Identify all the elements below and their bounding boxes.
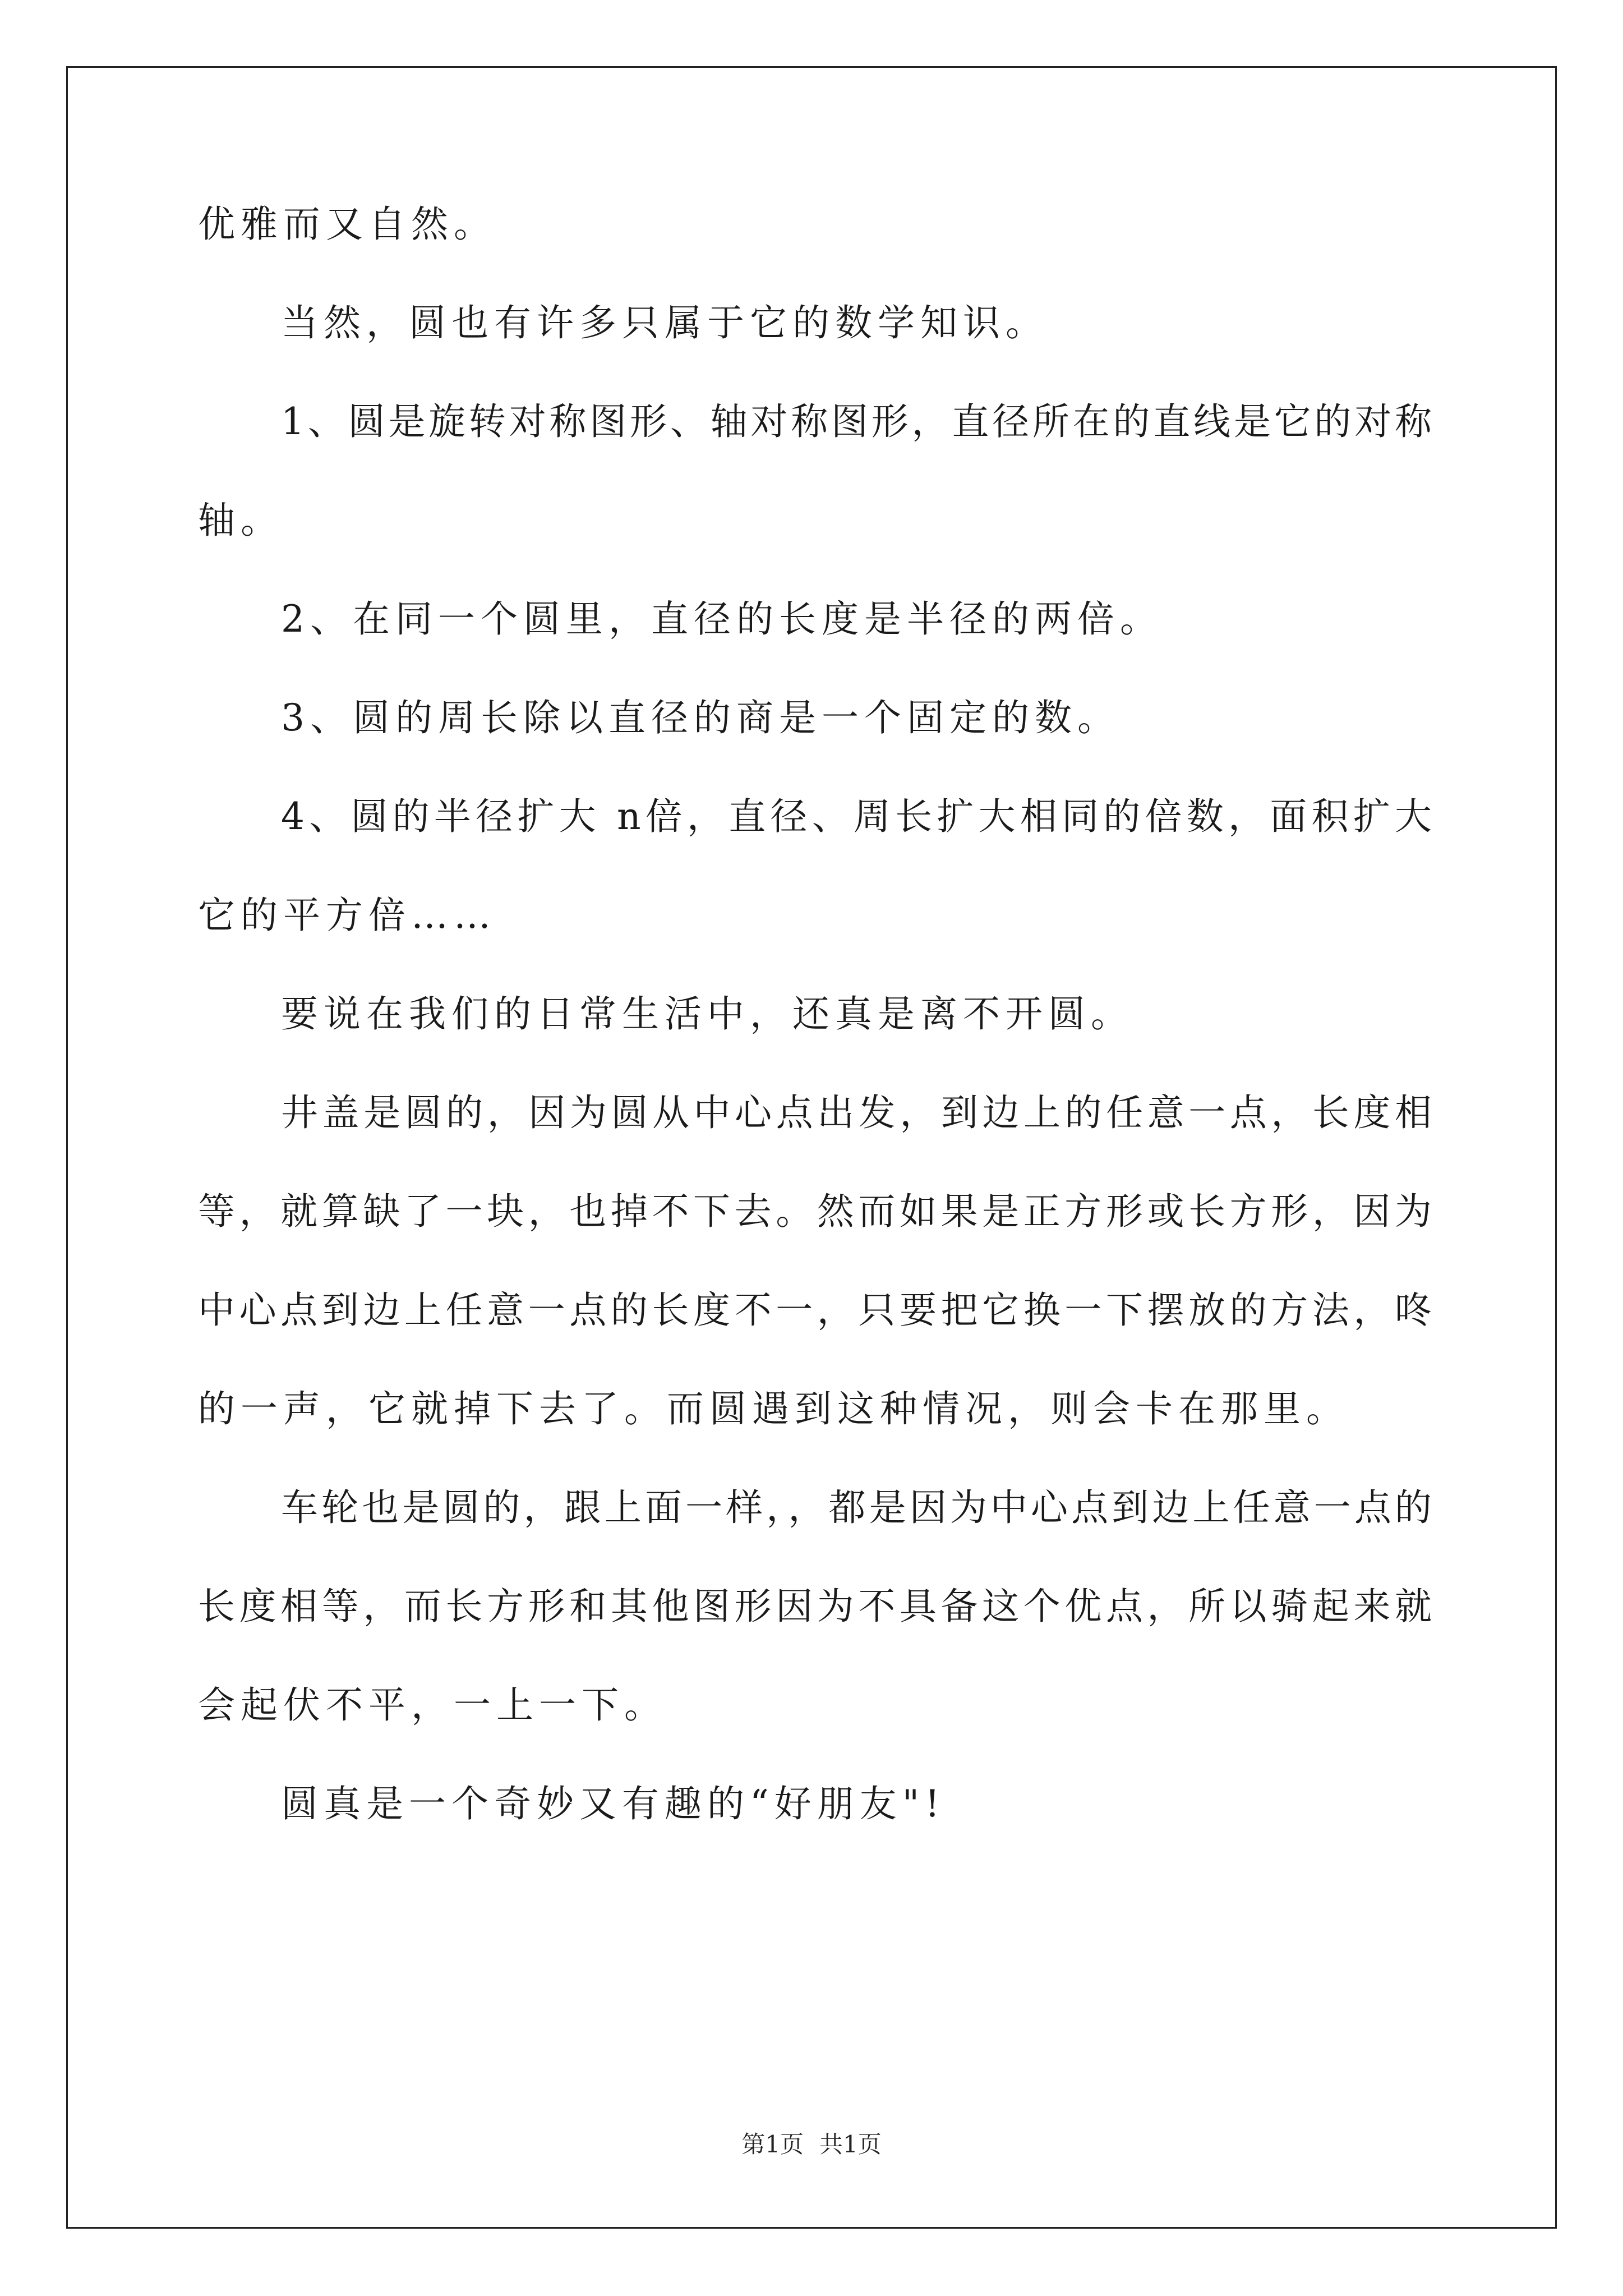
text-line: 它的平方倍…… — [198, 894, 496, 937]
page-number-current: 第1页 — [741, 2131, 804, 2158]
text-line: 等，就算缺了一块，也掉不下去。然而如果是正方形或长方形，因为 — [198, 1190, 1432, 1233]
text-line: 圆真是一个奇妙又有趣的“好朋友"! — [281, 1782, 946, 1825]
page-footer — [0, 2126, 1623, 2160]
text-line: 的一声，它就掉下去了。而圆遇到这种情况，则会卡在那里。 — [198, 1387, 1349, 1430]
text-line: 中心点到边上任意一点的长度不一，只要把它换一下摆放的方法，咚 — [198, 1289, 1432, 1332]
text-line: 轴。 — [198, 499, 283, 542]
text-line: 4、圆的半径扩大 n倍，直径、周长扩大相同的倍数，面积扩大 — [281, 795, 1432, 838]
text-line: 井盖是圆的，因为圆从中心点出发，到边上的任意一点，长度相 — [281, 1091, 1432, 1134]
text-line: 1、圆是旋转对称图形、轴对称图形，直径所在的直线是它的对称 — [281, 400, 1432, 443]
page-border — [66, 66, 1557, 2229]
text-line: 会起伏不平，一上一下。 — [198, 1683, 667, 1727]
text-line: 车轮也是圆的，跟上面一样，，都是因为中心点到边上任意一点的 — [281, 1486, 1432, 1529]
page-number-total: 共1页 — [819, 2131, 882, 2158]
text-line: 3、圆的周长除以直径的商是一个固定的数。 — [281, 696, 1120, 739]
text-line: 长度相等，而长方形和其他图形因为不具备这个优点，所以骑起来就 — [198, 1585, 1432, 1628]
text-line: 当然，圆也有许多只属于它的数学知识。 — [281, 301, 1048, 344]
text-line: 要说在我们的日常生活中，还真是离不开圆。 — [281, 992, 1133, 1036]
text-line: 优雅而又自然。 — [198, 203, 496, 246]
text-line: 2、在同一个圆里，直径的长度是半径的两倍。 — [281, 597, 1163, 641]
